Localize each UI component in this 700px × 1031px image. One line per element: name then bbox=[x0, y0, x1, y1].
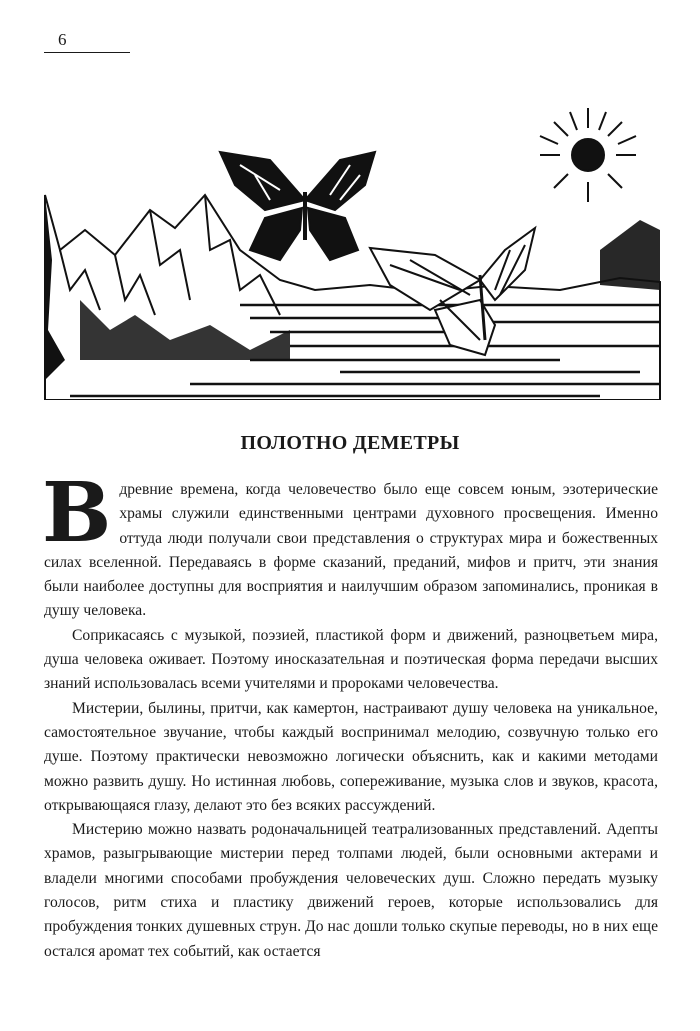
paragraph-1 bbox=[42, 465, 658, 624]
drop-cap: В bbox=[42, 465, 112, 561]
paragraph-text: древние времена, когда человечество было еще совсем юным, эзотерические храмы служили единственными центрами духовного просвещения. Именно оттуда люди получали свои представления о структурах мира и божественных силах вселенной. Передаваясь в форме сказаний, преданий, мифов и притч, эти знания были наиболее доступны для восприятия и наилучшим образом запоминались, проникая в душу человека. bbox=[44, 481, 658, 620]
paragraph-4: Мистерию можно назвать родоначальницей театрализованных представлений. Адепты храмов, разыгрывающие мистерии перед толпами людей, были основными актерами и владели многими способами пробуждения человеческих душ. Сложно передать музыку голосов, ритм стиха и пластику движений героев, которые использовались для пробуждения тонких душевных струн. До нас дошли только скупые переводы, но в них еще остался аромат тех событий, как остается bbox=[44, 821, 658, 960]
mountains bbox=[45, 195, 660, 400]
dark-butterfly bbox=[220, 152, 375, 260]
paragraph-2: Соприкасаясь с музыкой, поэзией, пластикой форм и движений, разноцветьем мира, душа человека оживает. Поэтому иносказательная и поэтическая форма передачи высших знаний использовалась всеми учителями и пророками человечества. bbox=[44, 626, 658, 693]
paragraph-3: Мистерии, былины, притчи, как камертон, настраивают душу человека на уникальное, самостоятельное звучание, чтобы каждый воспринимал мелодию, созвучную только его душе. Поэтому практически невозможно логически объяснить, как и какими методами можно развить душу. Но истинная любовь, сопереживание, музыка слов и звуков, красота, открывающаяся глазу, делают это без всяких рассуждений. bbox=[44, 699, 658, 814]
page-number: 6 bbox=[58, 30, 67, 49]
article-body bbox=[42, 465, 658, 964]
landscape-illustration bbox=[40, 100, 665, 400]
chapter-title: ПОЛОТНО ДЕМЕТРЫ bbox=[240, 432, 460, 454]
sun-icon bbox=[540, 108, 636, 202]
page-number-rule bbox=[44, 52, 130, 53]
